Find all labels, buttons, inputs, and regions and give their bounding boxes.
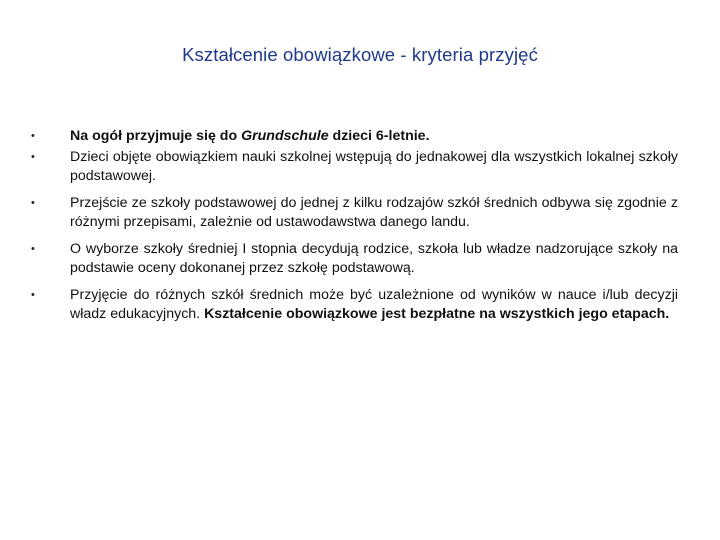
bullet-text-part: Dzieci objęte obowiązkiem nauki szkolnej wstępują do jednakowej dla wszystkich lokalnej szkoły podstawowej. [70, 148, 678, 184]
bullet-item [28, 194, 678, 233]
bullet-text-part: dzieci 6-letnie. [328, 128, 430, 144]
bullet-text-part: Na ogół przyjmuje się do [70, 128, 242, 144]
bullet-marker: • [31, 196, 35, 209]
bullet-text [70, 286, 678, 325]
bullet-text-part: Kształcenie obowiązkowe jest bezpłatne na wszystkich jego etapach. [204, 306, 670, 322]
bullet-marker: • [31, 150, 35, 163]
bullet-item [28, 127, 678, 147]
bullet-text-part: Przejście ze szkoły podstawowej do jednej z kilku rodzajów szkół średnich odbywa się zgodnie z różnymi przepisami, zależnie od ustawodawstwa danego landu. [70, 194, 678, 230]
bullet-text [70, 240, 678, 279]
bullet-marker: • [31, 242, 35, 255]
bullet-marker: • [31, 288, 35, 301]
bullet-marker: • [31, 130, 35, 142]
bullet-list [28, 127, 678, 325]
bullet-text-part: Przyjęcie do różnych szkół średnich może być uzależnione od wyników w nauce i/lub decyzji władz edukacyjnych. [70, 286, 678, 322]
slide-title: Kształcenie obowiązkowe - kryteria przyjęć [182, 44, 538, 65]
bullet-item [28, 286, 678, 325]
bullet-text-part: Grundschule [241, 128, 329, 144]
bullet-text [70, 194, 678, 233]
bullet-item [28, 148, 678, 187]
bullet-text [70, 148, 678, 187]
bullet-text-part: O wyborze szkoły średniej I stopnia decydują rodzice, szkoła lub władze nadzorujące szkoły na podstawie oceny dokonanej przez szkołę podstawową. [70, 240, 678, 276]
bullet-item [28, 240, 678, 279]
bullet-text [70, 127, 678, 147]
